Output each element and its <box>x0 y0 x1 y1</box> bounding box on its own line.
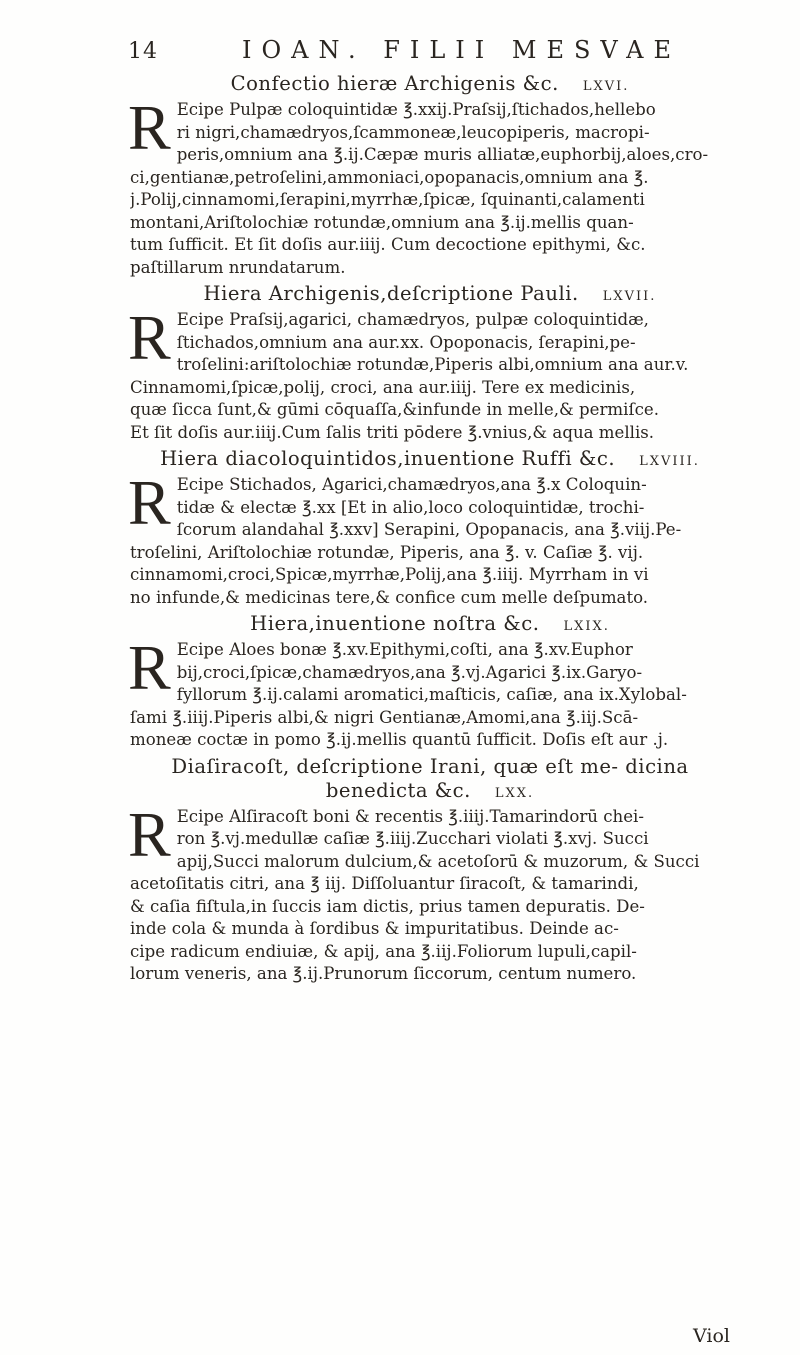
section-number: LXX. <box>494 785 535 801</box>
heading-text: Hiera diacoloquintidos,inuentione Ruffi &c. <box>160 447 616 470</box>
text-line: ron ℥.vj.medullæ caſiæ ℥.iiij.Zucchari violati ℥.xvj. Succi <box>176 829 649 848</box>
section-heading <box>130 612 730 639</box>
text-line: lorum veneris, ana ℥.ij.Prunorum ſiccorum, centum numero. <box>130 964 637 983</box>
text-line: Cinnamomi,ſpicæ,polij, croci, ana aur.iiij. Tere ex medicinis, <box>130 377 636 397</box>
heading-text: Confectio hieræ Archigenis &c. <box>230 72 559 95</box>
text-line: tum ſufficit. Et ſit doſis aur.iiij. Cum decoctione epithymi, &c. <box>130 235 646 254</box>
text-line: ſcorum alandahal ℥.xxv] Serapini, Opopanacis, ana ℥.viij.Pe- <box>176 520 682 539</box>
section-heading <box>130 447 730 474</box>
text-line: apij,Succi malorum dulcium,& acetoſorū & muzorum, & Succi <box>176 851 700 871</box>
drop-capital: R <box>128 92 171 163</box>
section-number: LXVIII. <box>639 454 700 469</box>
catchword: Viol <box>693 1325 730 1347</box>
text-line: paſtillarum nrundatarum. <box>130 257 346 277</box>
text-line: peris,omnium ana ℥.ij.Cæpæ muris alliatæ,euphorbij,aloes,cro- <box>176 145 709 164</box>
drop-capital: R <box>128 302 171 373</box>
text-line: Et ſit doſis aur.iiij.Cum ſalis triti pōdere ℥.vnius,& aqua mellis. <box>130 422 655 442</box>
drop-capital: R <box>128 632 171 703</box>
heading-text: Diaſiracoſt, deſcriptione Irani, quæ eſt me- dicina benedicta &c. <box>171 754 689 802</box>
section-number: LXVI. <box>582 79 630 94</box>
section-heading <box>130 282 730 309</box>
text-column <box>130 70 730 989</box>
text-line: cinnamomi,croci,Spicæ,myrrhæ,Polij,ana ℥.iiij. Myrrham in vi <box>130 565 649 584</box>
text-line: acetoſitatis citri, ana ℥ iij. Diſſoluantur ſiracoſt, & tamarindi, <box>130 874 639 893</box>
text-line: ci,gentianæ,petroſelini,ammoniaci,opopanacis,omnium ana ℥. <box>130 167 649 187</box>
text-line: quæ ſicca ſunt,& gūmi cōquaſſa,&infunde in melle,& permiſce. <box>130 400 659 419</box>
text-line: montani,Ariſtolochiæ rotundæ,omnium ana ℥.ij.mellis quan- <box>130 212 634 232</box>
text-line: j.Polij,cinnamomi,ſerapini,myrrhæ,ſpicæ, ſquinanti,calamenti <box>130 190 645 209</box>
recipe-paragraph <box>128 92 730 279</box>
text-line: Ecipe Pulpæ coloquintidæ ℥.xxij.Praſsij,ſtichados,hellebo <box>176 100 656 119</box>
drop-capital: R <box>128 798 171 870</box>
drop-capital: R <box>128 467 171 538</box>
section-number: LXVII. <box>602 289 657 304</box>
section-heading <box>130 72 730 99</box>
recipe-paragraph <box>128 302 730 444</box>
text-line: tidæ & electæ ℥.xx [Et in alio,loco coloquintidæ, trochi- <box>176 497 645 517</box>
heading-text: Hiera,inuentione noſtra &c. <box>250 612 540 635</box>
recipe-paragraph <box>128 632 730 752</box>
section-heading <box>130 755 730 806</box>
text-line: Ecipe Alſiracoſt boni & recentis ℥.iiij.Tamarindorū chei- <box>176 806 644 826</box>
text-line: moneæ coctæ in pomo ℥.ij.mellis quantū ſufficit. Doſis eſt aur .j. <box>130 730 669 749</box>
text-line: Ecipe Aloes bonæ ℥.xv.Epithymi,coſti, ana ℥.xv.Euphor <box>176 640 633 659</box>
heading-text: Hiera Archigenis,deſcriptione Pauli. <box>203 282 579 305</box>
text-line: inde cola & munda à ſordibus & impuritatibus. Deinde ac- <box>130 919 619 938</box>
text-line: & caſia fiſtula,in ſuccis iam dictis, prius tamen depuratis. De- <box>130 896 645 916</box>
section-number: LXIX. <box>563 619 610 634</box>
text-line: fyllorum ℥.ij.calami aromatici,maſticis, caſiæ, ana ix.Xylobal- <box>176 685 687 704</box>
recipe-paragraph <box>128 798 730 986</box>
text-line: ſtichados,omnium ana aur.xx. Opoponacis, ſerapini,pe- <box>176 332 636 352</box>
text-line: cipe radicum endiuiæ, & apij, ana ℥.iij.Foliorum lupuli,capil- <box>130 941 637 961</box>
text-line: troſelini, Ariſtolochiæ rotundæ, Piperis, ana ℥. v. Caſiæ ℥. vij. <box>130 542 644 562</box>
text-line: bij,croci,ſpicæ,chamædryos,ana ℥.vj.Agarici ℥.ix.Garyo- <box>176 662 643 682</box>
text-line: ri nigri,chamædryos,ſcammoneæ,leucopiperis, macropi- <box>176 122 650 142</box>
page-number: 14 <box>128 39 158 64</box>
text-line: no infunde,& medicinas tere,& confice cum melle deſpumato. <box>130 587 649 607</box>
recipe-paragraph <box>128 467 730 609</box>
text-line: ſami ℥.iiij.Piperis albi,& nigri Gentianæ,Amomi,ana ℥.iij.Scā- <box>130 707 639 727</box>
text-line: Ecipe Stichados, Agarici,chamædryos,ana ℥.x Coloquin- <box>176 475 647 494</box>
text-line: Ecipe Praſsij,agarici, chamædryos, pulpæ coloquintidæ, <box>176 310 649 329</box>
running-head <box>128 36 740 64</box>
running-title: IOAN. FILII MESVAE <box>242 36 681 64</box>
text-line: troſelini:ariſtolochiæ rotundæ,Piperis albi,omnium ana aur.v. <box>176 355 689 374</box>
